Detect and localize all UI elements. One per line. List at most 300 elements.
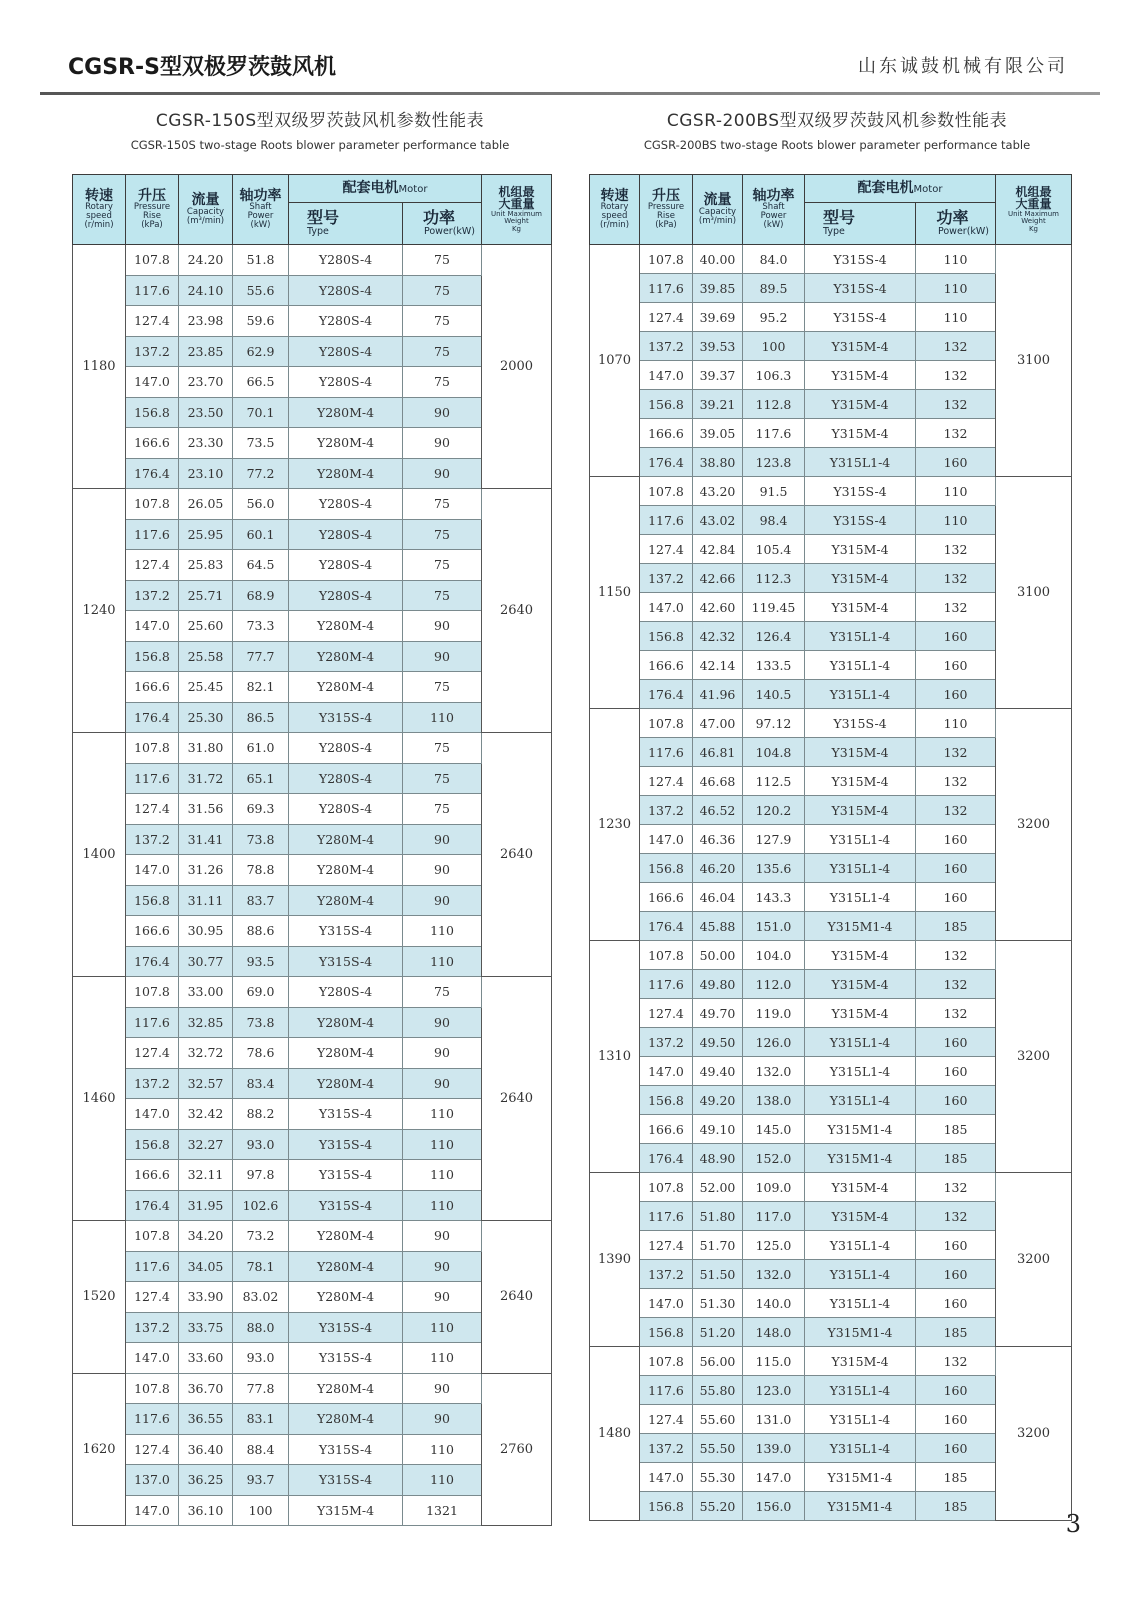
header-motor-power: 功率 Power(kW) bbox=[916, 203, 996, 245]
shaft-power-cell: 95.2 bbox=[743, 303, 805, 332]
table-row bbox=[73, 1251, 552, 1282]
motor-power-cell: 75 bbox=[403, 977, 482, 1008]
motor-type-cell: Y315M-4 bbox=[805, 1202, 916, 1231]
pressure-rise-cell: 166.6 bbox=[640, 883, 693, 912]
motor-type-cell: Y315L1-4 bbox=[805, 1405, 916, 1434]
shaft-power-cell: 69.3 bbox=[233, 794, 289, 825]
motor-power-cell: 132 bbox=[916, 361, 996, 390]
table-row bbox=[73, 763, 552, 794]
table-row bbox=[73, 580, 552, 611]
shaft-power-cell: 73.2 bbox=[233, 1221, 289, 1252]
capacity-cell: 25.58 bbox=[179, 641, 233, 672]
shaft-power-cell: 66.5 bbox=[233, 367, 289, 398]
shaft-power-cell: 73.3 bbox=[233, 611, 289, 642]
motor-power-cell: 90 bbox=[403, 611, 482, 642]
motor-power-cell: 90 bbox=[403, 1282, 482, 1313]
table-row bbox=[590, 941, 1072, 970]
capacity-cell: 41.96 bbox=[693, 680, 743, 709]
shaft-power-cell: 77.8 bbox=[233, 1373, 289, 1404]
motor-type-cell: Y315M-4 bbox=[805, 593, 916, 622]
pressure-rise-cell: 117.6 bbox=[640, 506, 693, 535]
table-row bbox=[73, 977, 552, 1008]
shaft-power-cell: 84.0 bbox=[743, 245, 805, 274]
motor-power-cell: 90 bbox=[403, 1251, 482, 1282]
motor-type-cell: Y280M-4 bbox=[289, 1038, 403, 1069]
pressure-rise-cell: 166.6 bbox=[126, 672, 179, 703]
speed-cell: 1460 bbox=[73, 977, 126, 1221]
capacity-cell: 36.55 bbox=[179, 1404, 233, 1435]
shaft-power-cell: 105.4 bbox=[743, 535, 805, 564]
motor-type-cell: Y315L1-4 bbox=[805, 825, 916, 854]
motor-type-cell: Y280S-4 bbox=[289, 367, 403, 398]
shaft-power-cell: 147.0 bbox=[743, 1463, 805, 1492]
motor-type-cell: Y315S-4 bbox=[805, 274, 916, 303]
header-unit-weight: 机组最 大重量 Unit Maximum Weight Kg bbox=[482, 175, 552, 245]
motor-power-cell: 110 bbox=[403, 1190, 482, 1221]
motor-power-cell: 110 bbox=[403, 946, 482, 977]
header-capacity: 流量 Capacity (m³/min) bbox=[179, 175, 233, 245]
pressure-rise-cell: 166.6 bbox=[640, 419, 693, 448]
pressure-rise-cell: 147.0 bbox=[640, 1463, 693, 1492]
motor-power-cell: 90 bbox=[403, 855, 482, 886]
shaft-power-cell: 131.0 bbox=[743, 1405, 805, 1434]
table-row bbox=[73, 1160, 552, 1191]
motor-type-cell: Y280M-4 bbox=[289, 397, 403, 428]
shaft-power-cell: 86.5 bbox=[233, 702, 289, 733]
motor-type-cell: Y280M-4 bbox=[289, 672, 403, 703]
table-row bbox=[590, 1347, 1072, 1376]
motor-type-cell: Y315L1-4 bbox=[805, 1231, 916, 1260]
capacity-cell: 49.70 bbox=[693, 999, 743, 1028]
shaft-power-cell: 119.0 bbox=[743, 999, 805, 1028]
motor-type-cell: Y315M-4 bbox=[805, 390, 916, 419]
pressure-rise-cell: 127.4 bbox=[126, 794, 179, 825]
motor-type-cell: Y280M-4 bbox=[289, 641, 403, 672]
table-row bbox=[73, 245, 552, 276]
table-row bbox=[73, 946, 552, 977]
document-title: CGSR-S型双极罗茨鼓风机 bbox=[68, 55, 336, 80]
shaft-power-cell: 88.2 bbox=[233, 1099, 289, 1130]
unit-weight-cell: 2640 bbox=[482, 1221, 552, 1374]
speed-cell: 1310 bbox=[590, 941, 640, 1173]
shaft-power-cell: 78.1 bbox=[233, 1251, 289, 1282]
table-row bbox=[590, 245, 1072, 274]
capacity-cell: 36.40 bbox=[179, 1434, 233, 1465]
shaft-power-cell: 77.7 bbox=[233, 641, 289, 672]
capacity-cell: 39.05 bbox=[693, 419, 743, 448]
motor-power-cell: 160 bbox=[916, 883, 996, 912]
motor-type-cell: Y280M-4 bbox=[289, 1007, 403, 1038]
shaft-power-cell: 73.8 bbox=[233, 1007, 289, 1038]
shaft-power-cell: 78.8 bbox=[233, 855, 289, 886]
table-row bbox=[590, 477, 1072, 506]
pressure-rise-cell: 107.8 bbox=[126, 733, 179, 764]
pressure-rise-cell: 117.6 bbox=[126, 275, 179, 306]
motor-type-cell: Y315L1-4 bbox=[805, 622, 916, 651]
capacity-cell: 32.72 bbox=[179, 1038, 233, 1069]
pressure-rise-cell: 127.4 bbox=[640, 999, 693, 1028]
pressure-rise-cell: 137.2 bbox=[126, 1068, 179, 1099]
pressure-rise-cell: 137.2 bbox=[640, 1434, 693, 1463]
pressure-rise-cell: 147.0 bbox=[640, 1289, 693, 1318]
capacity-cell: 32.27 bbox=[179, 1129, 233, 1160]
shaft-power-cell: 112.8 bbox=[743, 390, 805, 419]
pressure-rise-cell: 156.8 bbox=[126, 641, 179, 672]
capacity-cell: 32.42 bbox=[179, 1099, 233, 1130]
motor-power-cell: 160 bbox=[916, 1434, 996, 1463]
shaft-power-cell: 97.8 bbox=[233, 1160, 289, 1191]
capacity-cell: 51.20 bbox=[693, 1318, 743, 1347]
shaft-power-cell: 127.9 bbox=[743, 825, 805, 854]
motor-power-cell: 90 bbox=[403, 641, 482, 672]
pressure-rise-cell: 107.8 bbox=[640, 1173, 693, 1202]
motor-type-cell: Y280S-4 bbox=[289, 519, 403, 550]
capacity-cell: 32.11 bbox=[179, 1160, 233, 1191]
motor-type-cell: Y315M-4 bbox=[805, 941, 916, 970]
capacity-cell: 36.25 bbox=[179, 1465, 233, 1496]
table-subtitle: CGSR-150S two-stage Roots blower parameter performance table bbox=[130, 138, 510, 152]
header-motor-power: 功率 Power(kW) bbox=[403, 203, 482, 245]
capacity-cell: 33.60 bbox=[179, 1343, 233, 1374]
capacity-cell: 31.41 bbox=[179, 824, 233, 855]
pressure-rise-cell: 147.0 bbox=[640, 593, 693, 622]
capacity-cell: 31.56 bbox=[179, 794, 233, 825]
motor-power-cell: 75 bbox=[403, 763, 482, 794]
shaft-power-cell: 88.4 bbox=[233, 1434, 289, 1465]
motor-type-cell: Y315L1-4 bbox=[805, 448, 916, 477]
shaft-power-cell: 59.6 bbox=[233, 306, 289, 337]
pressure-rise-cell: 117.6 bbox=[126, 763, 179, 794]
capacity-cell: 51.70 bbox=[693, 1231, 743, 1260]
pressure-rise-cell: 137.2 bbox=[640, 564, 693, 593]
motor-type-cell: Y315L1-4 bbox=[805, 1434, 916, 1463]
shaft-power-cell: 104.8 bbox=[743, 738, 805, 767]
capacity-cell: 42.32 bbox=[693, 622, 743, 651]
pressure-rise-cell: 156.8 bbox=[640, 854, 693, 883]
table-body-150s bbox=[73, 245, 552, 1526]
pressure-rise-cell: 147.0 bbox=[126, 611, 179, 642]
capacity-cell: 46.81 bbox=[693, 738, 743, 767]
motor-type-cell: Y280S-4 bbox=[289, 763, 403, 794]
motor-power-cell: 160 bbox=[916, 1231, 996, 1260]
unit-weight-cell: 2640 bbox=[482, 977, 552, 1221]
unit-weight-cell: 2760 bbox=[482, 1373, 552, 1526]
motor-type-cell: Y315M-4 bbox=[805, 419, 916, 448]
capacity-cell: 43.20 bbox=[693, 477, 743, 506]
motor-type-cell: Y280S-4 bbox=[289, 245, 403, 276]
motor-power-cell: 132 bbox=[916, 1202, 996, 1231]
motor-type-cell: Y315M-4 bbox=[805, 332, 916, 361]
speed-cell: 1480 bbox=[590, 1347, 640, 1521]
motor-type-cell: Y315M1-4 bbox=[805, 1144, 916, 1173]
motor-power-cell: 75 bbox=[403, 794, 482, 825]
shaft-power-cell: 64.5 bbox=[233, 550, 289, 581]
unit-weight-cell: 2640 bbox=[482, 733, 552, 977]
capacity-cell: 55.80 bbox=[693, 1376, 743, 1405]
motor-type-cell: Y280S-4 bbox=[289, 550, 403, 581]
shaft-power-cell: 55.6 bbox=[233, 275, 289, 306]
pressure-rise-cell: 127.4 bbox=[126, 1434, 179, 1465]
motor-type-cell: Y315L1-4 bbox=[805, 1376, 916, 1405]
motor-type-cell: Y315M1-4 bbox=[805, 1318, 916, 1347]
motor-type-cell: Y315S-4 bbox=[805, 303, 916, 332]
shaft-power-cell: 133.5 bbox=[743, 651, 805, 680]
shaft-power-cell: 109.0 bbox=[743, 1173, 805, 1202]
shaft-power-cell: 106.3 bbox=[743, 361, 805, 390]
table-row bbox=[73, 1190, 552, 1221]
motor-type-cell: Y315S-4 bbox=[289, 1465, 403, 1496]
motor-type-cell: Y280M-4 bbox=[289, 855, 403, 886]
motor-power-cell: 110 bbox=[403, 1312, 482, 1343]
motor-type-cell: Y280M-4 bbox=[289, 1373, 403, 1404]
shaft-power-cell: 83.1 bbox=[233, 1404, 289, 1435]
shaft-power-cell: 73.8 bbox=[233, 824, 289, 855]
capacity-cell: 51.80 bbox=[693, 1202, 743, 1231]
header-speed: 转速 Rotary speed (r/min) bbox=[590, 175, 640, 245]
motor-power-cell: 160 bbox=[916, 854, 996, 883]
table-row bbox=[73, 428, 552, 459]
capacity-cell: 25.60 bbox=[179, 611, 233, 642]
shaft-power-cell: 83.7 bbox=[233, 885, 289, 916]
capacity-cell: 45.88 bbox=[693, 912, 743, 941]
table-row bbox=[73, 1465, 552, 1496]
motor-power-cell: 75 bbox=[403, 489, 482, 520]
shaft-power-cell: 88.6 bbox=[233, 916, 289, 947]
pressure-rise-cell: 137.2 bbox=[126, 336, 179, 367]
unit-weight-cell: 2000 bbox=[482, 245, 552, 489]
motor-power-cell: 132 bbox=[916, 332, 996, 361]
motor-type-cell: Y315M-4 bbox=[289, 1495, 403, 1526]
motor-power-cell: 75 bbox=[403, 733, 482, 764]
table-title: CGSR-200BS型双级罗茨鼓风机参数性能表 bbox=[666, 111, 1008, 131]
capacity-cell: 47.00 bbox=[693, 709, 743, 738]
capacity-cell: 55.20 bbox=[693, 1492, 743, 1521]
speed-cell: 1620 bbox=[73, 1373, 126, 1526]
motor-type-cell: Y280M-4 bbox=[289, 428, 403, 459]
shaft-power-cell: 140.5 bbox=[743, 680, 805, 709]
motor-power-cell: 110 bbox=[403, 1434, 482, 1465]
speed-cell: 1520 bbox=[73, 1221, 126, 1374]
table-row bbox=[73, 1221, 552, 1252]
shaft-power-cell: 132.0 bbox=[743, 1057, 805, 1086]
pressure-rise-cell: 127.4 bbox=[640, 767, 693, 796]
company-name: 山东诚鼓机械有限公司 bbox=[858, 56, 1068, 77]
speed-cell: 1070 bbox=[590, 245, 640, 477]
pressure-rise-cell: 117.6 bbox=[640, 970, 693, 999]
motor-power-cell: 185 bbox=[916, 1115, 996, 1144]
table-panel-200bs bbox=[589, 108, 1085, 1521]
shaft-power-cell: 123.8 bbox=[743, 448, 805, 477]
capacity-cell: 23.30 bbox=[179, 428, 233, 459]
shaft-power-cell: 78.6 bbox=[233, 1038, 289, 1069]
table-row bbox=[73, 794, 552, 825]
shaft-power-cell: 93.7 bbox=[233, 1465, 289, 1496]
motor-power-cell: 160 bbox=[916, 1289, 996, 1318]
header-motor: 配套电机Motor bbox=[289, 175, 482, 203]
motor-type-cell: Y280S-4 bbox=[289, 580, 403, 611]
shaft-power-cell: 112.5 bbox=[743, 767, 805, 796]
pressure-rise-cell: 107.8 bbox=[640, 1347, 693, 1376]
shaft-power-cell: 112.0 bbox=[743, 970, 805, 999]
capacity-cell: 24.20 bbox=[179, 245, 233, 276]
shaft-power-cell: 102.6 bbox=[233, 1190, 289, 1221]
shaft-power-cell: 93.0 bbox=[233, 1343, 289, 1374]
pressure-rise-cell: 156.8 bbox=[640, 1086, 693, 1115]
shaft-power-cell: 91.5 bbox=[743, 477, 805, 506]
pressure-rise-cell: 166.6 bbox=[640, 1115, 693, 1144]
header-shaft-power: 轴功率 Shaft Power (kW) bbox=[743, 175, 805, 245]
shaft-power-cell: 119.45 bbox=[743, 593, 805, 622]
table-body-200bs bbox=[590, 245, 1072, 1521]
motor-power-cell: 160 bbox=[916, 825, 996, 854]
capacity-cell: 32.57 bbox=[179, 1068, 233, 1099]
pressure-rise-cell: 107.8 bbox=[640, 941, 693, 970]
motor-type-cell: Y315S-4 bbox=[805, 477, 916, 506]
motor-type-cell: Y280M-4 bbox=[289, 1404, 403, 1435]
motor-power-cell: 90 bbox=[403, 824, 482, 855]
header-capacity: 流量 Capacity (m³/min) bbox=[693, 175, 743, 245]
motor-power-cell: 90 bbox=[403, 1007, 482, 1038]
motor-type-cell: Y315S-4 bbox=[289, 1099, 403, 1130]
motor-type-cell: Y315M-4 bbox=[805, 738, 916, 767]
pressure-rise-cell: 127.4 bbox=[126, 550, 179, 581]
motor-power-cell: 75 bbox=[403, 245, 482, 276]
capacity-cell: 30.95 bbox=[179, 916, 233, 947]
motor-power-cell: 132 bbox=[916, 1347, 996, 1376]
motor-type-cell: Y280S-4 bbox=[289, 733, 403, 764]
motor-power-cell: 110 bbox=[403, 1160, 482, 1191]
table-row bbox=[73, 1007, 552, 1038]
shaft-power-cell: 61.0 bbox=[233, 733, 289, 764]
table-title: CGSR-150S型双级罗茨鼓风机参数性能表 bbox=[155, 111, 485, 131]
motor-power-cell: 110 bbox=[916, 245, 996, 274]
capacity-cell: 43.02 bbox=[693, 506, 743, 535]
capacity-cell: 46.52 bbox=[693, 796, 743, 825]
pressure-rise-cell: 137.2 bbox=[126, 1312, 179, 1343]
pressure-rise-cell: 107.8 bbox=[640, 709, 693, 738]
shaft-power-cell: 100 bbox=[233, 1495, 289, 1526]
pressure-rise-cell: 107.8 bbox=[126, 245, 179, 276]
shaft-power-cell: 139.0 bbox=[743, 1434, 805, 1463]
pressure-rise-cell: 147.0 bbox=[640, 361, 693, 390]
header-pressure-rise: 升压 Pressure Rise (kPa) bbox=[126, 175, 179, 245]
header-motor: 配套电机Motor bbox=[805, 175, 996, 203]
motor-power-cell: 75 bbox=[403, 367, 482, 398]
table-row bbox=[73, 1312, 552, 1343]
motor-power-cell: 90 bbox=[403, 1068, 482, 1099]
speed-cell: 1400 bbox=[73, 733, 126, 977]
pressure-rise-cell: 107.8 bbox=[126, 489, 179, 520]
shaft-power-cell: 77.2 bbox=[233, 458, 289, 489]
motor-power-cell: 132 bbox=[916, 1173, 996, 1202]
motor-power-cell: 75 bbox=[403, 275, 482, 306]
pressure-rise-cell: 117.6 bbox=[126, 519, 179, 550]
capacity-cell: 39.85 bbox=[693, 274, 743, 303]
motor-type-cell: Y315S-4 bbox=[289, 1190, 403, 1221]
motor-type-cell: Y315S-4 bbox=[805, 506, 916, 535]
shaft-power-cell: 82.1 bbox=[233, 672, 289, 703]
pressure-rise-cell: 166.6 bbox=[126, 916, 179, 947]
shaft-power-cell: 117.0 bbox=[743, 1202, 805, 1231]
table-row bbox=[590, 1173, 1072, 1202]
pressure-rise-cell: 107.8 bbox=[640, 477, 693, 506]
motor-power-cell: 110 bbox=[916, 274, 996, 303]
header-speed: 转速 Rotary speed (r/min) bbox=[73, 175, 126, 245]
motor-power-cell: 132 bbox=[916, 390, 996, 419]
motor-type-cell: Y280S-4 bbox=[289, 275, 403, 306]
motor-type-cell: Y315M-4 bbox=[805, 999, 916, 1028]
motor-type-cell: Y315M-4 bbox=[805, 1347, 916, 1376]
motor-power-cell: 90 bbox=[403, 1404, 482, 1435]
motor-power-cell: 110 bbox=[916, 709, 996, 738]
table-row bbox=[73, 1282, 552, 1313]
pressure-rise-cell: 127.4 bbox=[640, 1405, 693, 1434]
motor-type-cell: Y315M-4 bbox=[805, 361, 916, 390]
capacity-cell: 25.71 bbox=[179, 580, 233, 611]
motor-power-cell: 132 bbox=[916, 767, 996, 796]
capacity-cell: 31.11 bbox=[179, 885, 233, 916]
capacity-cell: 55.50 bbox=[693, 1434, 743, 1463]
motor-power-cell: 132 bbox=[916, 419, 996, 448]
pressure-rise-cell: 127.4 bbox=[640, 303, 693, 332]
pressure-rise-cell: 166.6 bbox=[126, 1160, 179, 1191]
pressure-rise-cell: 137.2 bbox=[126, 580, 179, 611]
shaft-power-cell: 100 bbox=[743, 332, 805, 361]
table-row bbox=[73, 275, 552, 306]
table-row bbox=[73, 1068, 552, 1099]
pressure-rise-cell: 137.0 bbox=[126, 1465, 179, 1496]
pressure-rise-cell: 117.6 bbox=[126, 1251, 179, 1282]
table-row bbox=[73, 1434, 552, 1465]
motor-type-cell: Y315L1-4 bbox=[805, 854, 916, 883]
pressure-rise-cell: 156.8 bbox=[640, 1318, 693, 1347]
motor-power-cell: 110 bbox=[916, 506, 996, 535]
motor-type-cell: Y315S-4 bbox=[289, 1434, 403, 1465]
unit-weight-cell: 3200 bbox=[996, 1173, 1072, 1347]
table-row bbox=[73, 519, 552, 550]
motor-power-cell: 185 bbox=[916, 1492, 996, 1521]
speed-cell: 1230 bbox=[590, 709, 640, 941]
table-subtitle: CGSR-200BS two-stage Roots blower parameter performance table bbox=[643, 138, 1031, 152]
motor-type-cell: Y280M-4 bbox=[289, 1221, 403, 1252]
motor-power-cell: 160 bbox=[916, 622, 996, 651]
table-panel-150s bbox=[72, 108, 568, 1526]
pressure-rise-cell: 127.4 bbox=[640, 535, 693, 564]
motor-type-cell: Y315S-4 bbox=[289, 1343, 403, 1374]
motor-type-cell: Y315M-4 bbox=[805, 796, 916, 825]
capacity-cell: 33.75 bbox=[179, 1312, 233, 1343]
motor-type-cell: Y280M-4 bbox=[289, 824, 403, 855]
motor-power-cell: 160 bbox=[916, 1028, 996, 1057]
pressure-rise-cell: 107.8 bbox=[126, 1221, 179, 1252]
pressure-rise-cell: 147.0 bbox=[640, 1057, 693, 1086]
motor-power-cell: 160 bbox=[916, 1057, 996, 1086]
motor-type-cell: Y280M-4 bbox=[289, 1068, 403, 1099]
capacity-cell: 34.05 bbox=[179, 1251, 233, 1282]
table-row bbox=[73, 702, 552, 733]
capacity-cell: 46.68 bbox=[693, 767, 743, 796]
header-divider bbox=[40, 92, 1100, 95]
shaft-power-cell: 132.0 bbox=[743, 1260, 805, 1289]
motor-type-cell: Y315M1-4 bbox=[805, 912, 916, 941]
motor-power-cell: 132 bbox=[916, 535, 996, 564]
motor-power-cell: 160 bbox=[916, 1086, 996, 1115]
shaft-power-cell: 51.8 bbox=[233, 245, 289, 276]
capacity-cell: 26.05 bbox=[179, 489, 233, 520]
motor-type-cell: Y280M-4 bbox=[289, 458, 403, 489]
capacity-cell: 42.66 bbox=[693, 564, 743, 593]
motor-power-cell: 75 bbox=[403, 580, 482, 611]
